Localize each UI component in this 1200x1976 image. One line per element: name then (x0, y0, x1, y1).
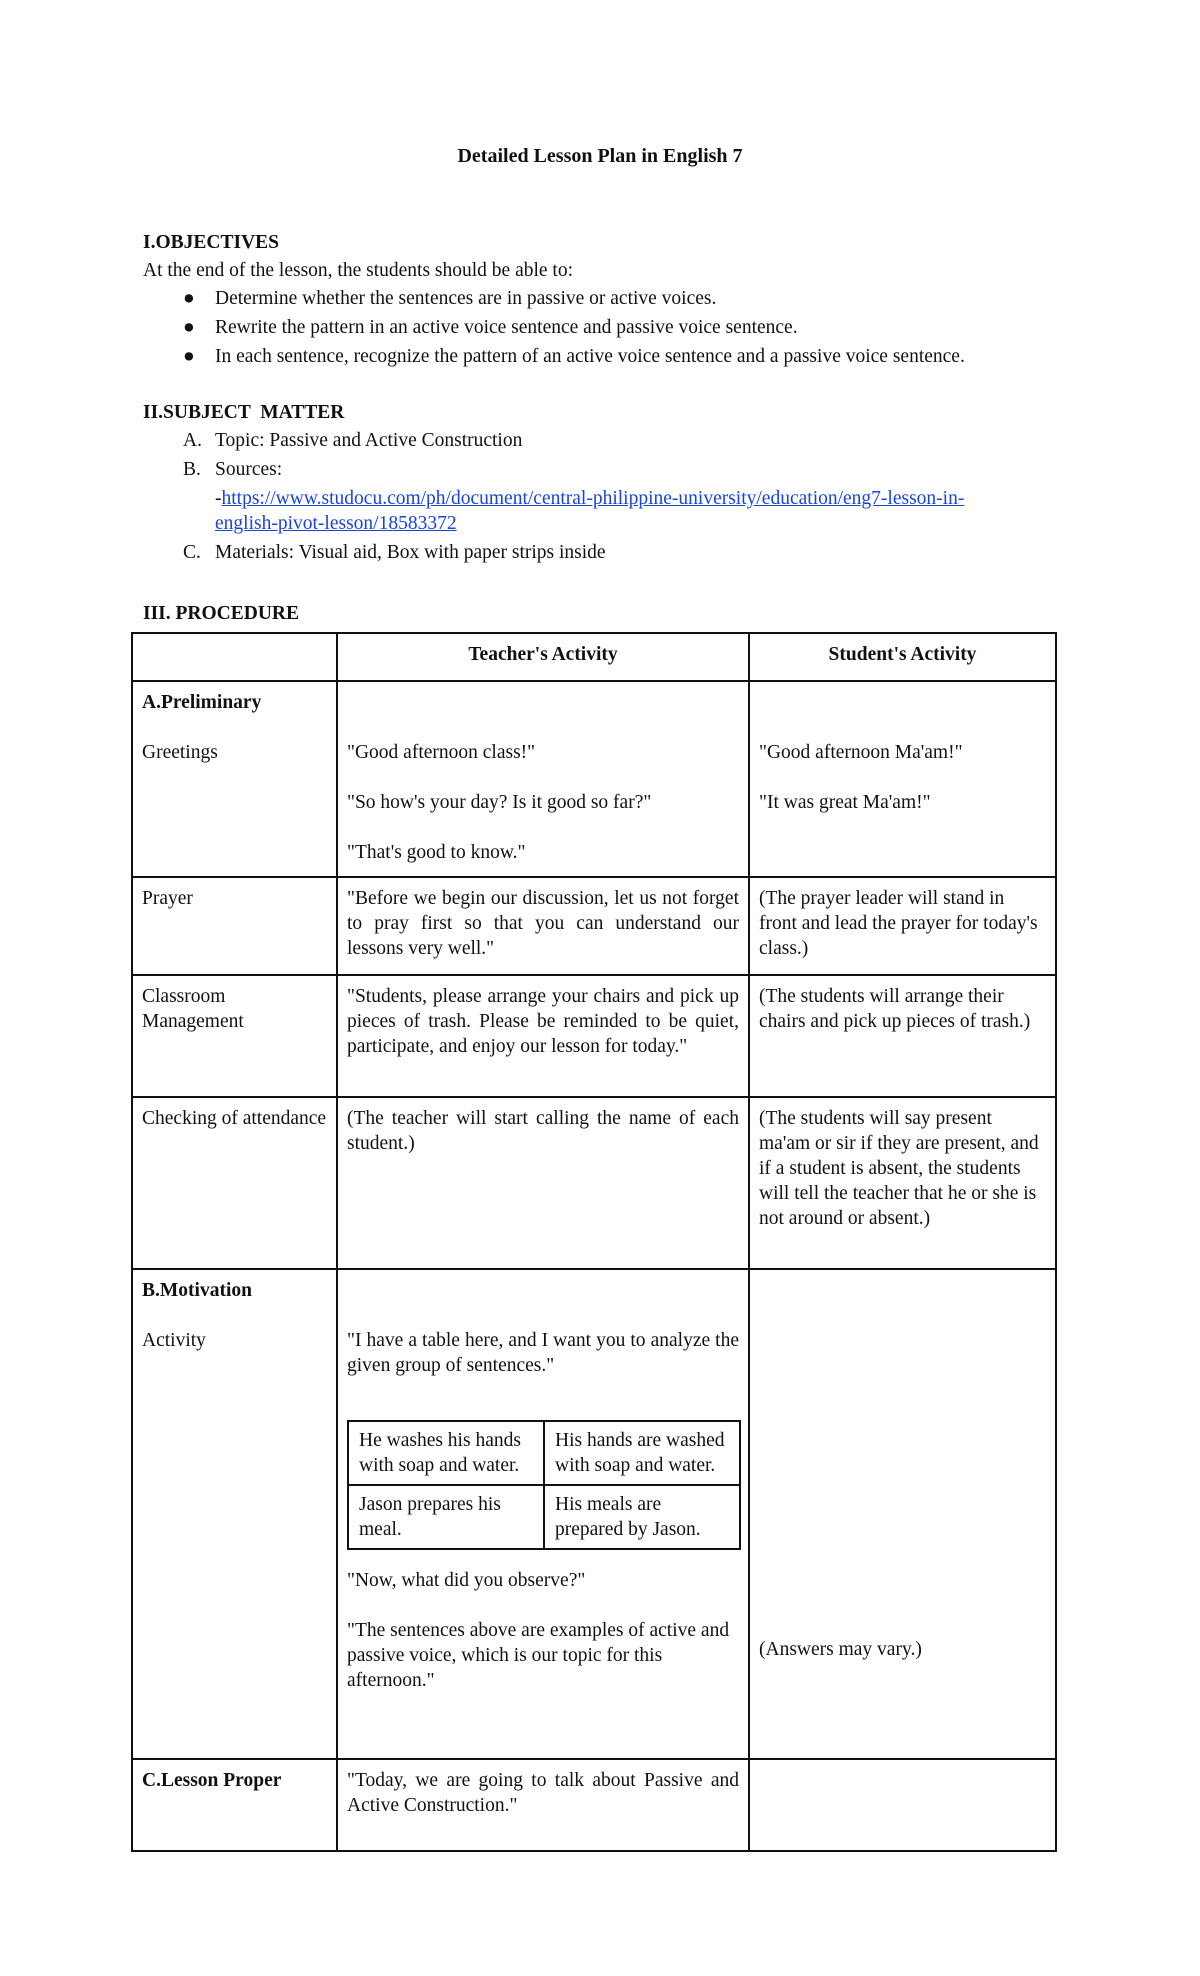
header-student: Student's Activity (749, 633, 1056, 681)
table-row (132, 975, 1056, 1097)
objectives-section (143, 230, 1063, 369)
row-label: Prayer (132, 877, 337, 975)
procedure-table (131, 632, 1057, 1852)
objectives-intro: At the end of the lesson, the students should be able to: (143, 260, 574, 281)
passive-sentence: His meals are prepared by Jason. (544, 1485, 740, 1549)
table-row (348, 1421, 740, 1485)
objectives-list (143, 286, 1063, 369)
student-cell: (The students will say present ma'am or sir if they are present, and if a student is absent, the students will tell the teacher that he or she is not around or absent.) (749, 1097, 1056, 1269)
procedure-heading: III. PROCEDURE (143, 603, 300, 624)
active-sentence: He washes his hands with soap and water. (348, 1421, 544, 1485)
table-row (132, 1759, 1056, 1851)
header-blank (132, 633, 337, 681)
list-item: C. Materials: Visual aid, Box with paper strips inside (183, 542, 606, 563)
table-header-row (132, 633, 1056, 681)
list-item: B. Sources: -https://www.studocu.com/ph/document/central-philippine-university/education/eng7-lesson-in- english-pivot-lesson/18583372 (143, 457, 1073, 536)
page-title: Detailed Lesson Plan in English 7 (457, 145, 743, 167)
list-item: A. Topic: Passive and Active Construction (183, 430, 523, 451)
subject-matter-heading: II.SUBJECT MATTER (143, 402, 345, 423)
teacher-cell: (The teacher will start calling the name of each student.) (337, 1097, 749, 1269)
bullet-icon: ● (183, 346, 195, 367)
teacher-cell: "Students, please arrange your chairs and pick up pieces of trash. Please be reminded to be quiet, participate, and enjoy our lesson for today." (337, 975, 749, 1097)
list-item: ● Rewrite the pattern in an active voice sentence and passive voice sentence. (183, 317, 798, 338)
student-cell (749, 1759, 1056, 1851)
list-item: ● Determine whether the sentences are in passive or active voices. (183, 288, 717, 309)
objectives-heading: I.OBJECTIVES (143, 232, 280, 253)
passive-sentence: His hands are washed with soap and water. (544, 1421, 740, 1485)
student-cell: (The students will arrange their chairs and pick up pieces of trash.) (749, 975, 1056, 1097)
teacher-cell: "I have a table here, and I want you to analyze the given group of sentences." He washes his hands with soap and water. His hands are washed with soap and water. Jason prepares his meal. His meals are prepared by Jason. "Now, what did you observe?" "The sentences above are examples of active and passive voice, which is our topic for this afternoon." (337, 1269, 749, 1759)
subject-matter-section (143, 400, 1073, 565)
student-cell: (Answers may vary.) (749, 1269, 1056, 1759)
row-label: Checking of attendance (132, 1097, 337, 1269)
sentence-table (347, 1420, 741, 1550)
bullet-icon: ● (183, 317, 195, 338)
row-label: Classroom Management (132, 975, 337, 1097)
table-row (348, 1485, 740, 1549)
header-teacher: Teacher's Activity (337, 633, 749, 681)
bullet-icon: ● (183, 288, 195, 309)
row-label: A.Preliminary Greetings (132, 681, 337, 877)
teacher-cell: "Good afternoon class!" "So how's your day? Is it good so far?" "That's good to know." (337, 681, 749, 877)
row-label: B.Motivation Activity (132, 1269, 337, 1759)
table-row (132, 1269, 1056, 1759)
active-sentence: Jason prepares his meal. (348, 1485, 544, 1549)
row-label: C.Lesson Proper (132, 1759, 337, 1851)
list-item: ● In each sentence, recognize the pattern of an active voice sentence and a passive voice sentence. (183, 346, 965, 367)
table-row (132, 877, 1056, 975)
student-cell: "Good afternoon Ma'am!" "It was great Ma'am!" (749, 681, 1056, 877)
teacher-cell: "Before we begin our discussion, let us not forget to pray first so that you can understand our lessons very well." (337, 877, 749, 975)
table-row (132, 1097, 1056, 1269)
teacher-cell: "Today, we are going to talk about Passive and Active Construction." (337, 1759, 749, 1851)
subject-matter-list (143, 428, 1073, 565)
table-row (132, 681, 1056, 877)
student-cell: (The prayer leader will stand in front and lead the prayer for today's class.) (749, 877, 1056, 975)
source-link-continued[interactable]: english-pivot-lesson/18583372 (215, 513, 457, 534)
source-link-block: -https://www.studocu.com/ph/document/central-philippine-university/education/eng7-lesson-in- english-pivot-lesson/18583372 (215, 488, 965, 534)
source-link[interactable]: https://www.studocu.com/ph/document/central-philippine-university/education/eng7-lesson-in- (221, 488, 965, 509)
